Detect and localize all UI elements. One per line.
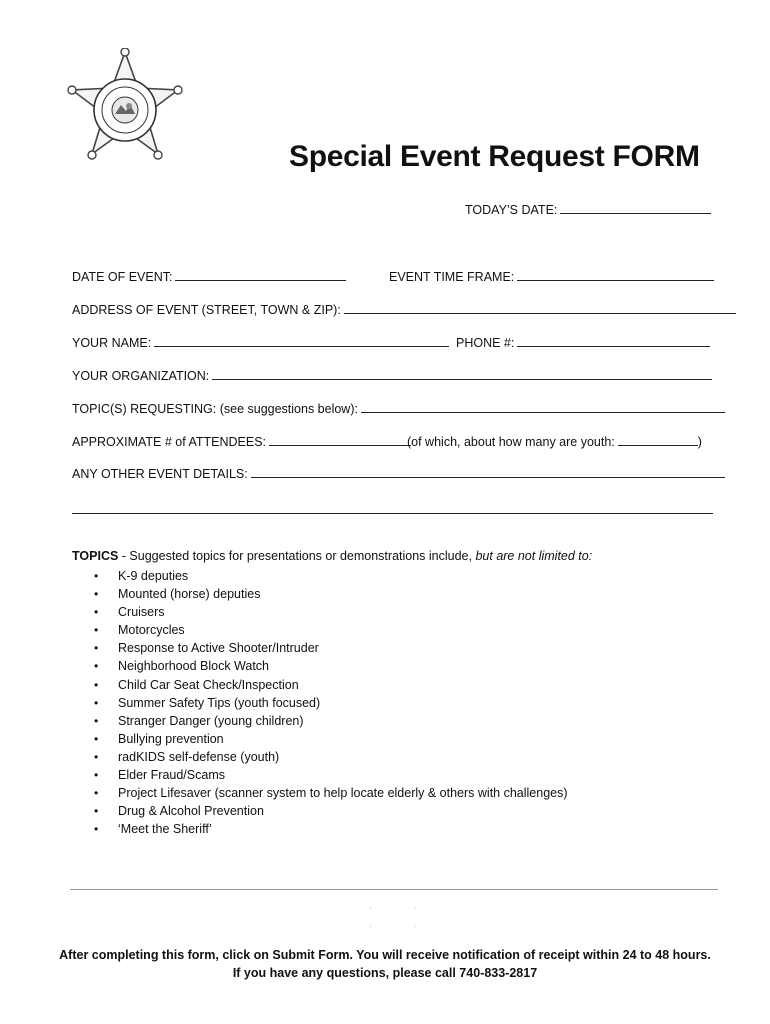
date-of-event-label: DATE OF EVENT:	[72, 270, 173, 284]
topic-list-item	[72, 657, 592, 675]
bullet-icon: •	[94, 804, 99, 819]
bullet-icon: •	[94, 713, 99, 728]
topic-label: Summer Safety Tips (youth focused)	[118, 695, 321, 710]
topic-label: Response to Active Shooter/Intruder	[118, 641, 319, 656]
topic-label: Project Lifesaver (scanner system to help locate elderly & others with challenges)	[118, 786, 568, 801]
sheriff-badge-logo	[66, 48, 184, 170]
youth-count-close-paren: )	[697, 435, 702, 449]
address-row	[72, 303, 736, 317]
phone-row	[456, 336, 710, 350]
topic-label: ‘Meet the Sheriff’	[118, 822, 212, 837]
footer-instructions	[40, 946, 730, 982]
footer-line-2: If you have any questions, please call 740-833-2817	[232, 966, 538, 980]
your-name-label: YOUR NAME:	[72, 336, 152, 350]
topics-requesting-field[interactable]	[361, 402, 725, 413]
footer-divider	[70, 889, 718, 890]
topic-label: Bullying prevention	[118, 731, 224, 746]
topic-label: Elder Fraud/Scams	[118, 768, 225, 783]
topic-label: Child Car Seat Check/Inspection	[118, 677, 299, 692]
bullet-icon: •	[94, 768, 99, 783]
footer-line-1: After completing this form, click on Submit Form. You will receive notification of receipt within 24 to 48 hours.	[59, 948, 711, 962]
organization-field[interactable]	[212, 369, 712, 380]
topic-label: Stranger Danger (young children)	[118, 713, 304, 728]
todays-date-field[interactable]	[560, 203, 711, 214]
bullet-icon: •	[94, 605, 99, 620]
page-title: Special Event Request FORM	[289, 140, 700, 173]
decorative-mark: ·	[414, 904, 417, 913]
decorative-mark: ·	[414, 922, 417, 931]
other-details-field[interactable]	[251, 467, 725, 478]
attendees-field[interactable]	[269, 435, 411, 446]
topic-list-item	[72, 820, 592, 838]
topics-intro-italic: but are not limited to:	[475, 549, 593, 563]
attendees-label: APPROXIMATE # of ATTENDEES:	[72, 435, 267, 449]
event-time-frame-label: EVENT TIME FRAME:	[389, 270, 515, 284]
topic-label: Neighborhood Block Watch	[118, 659, 270, 674]
bullet-icon: •	[94, 659, 99, 674]
topics-requesting-label: TOPIC(S) REQUESTING: (see suggestions below):	[72, 402, 358, 416]
bullet-icon: •	[94, 677, 99, 692]
topics-heading: TOPICS	[72, 549, 119, 563]
bullet-icon: •	[94, 749, 99, 764]
topic-list-item	[72, 676, 592, 694]
event-time-frame-field[interactable]	[517, 270, 714, 281]
address-field[interactable]	[344, 303, 736, 314]
bullet-icon: •	[94, 641, 99, 656]
youth-count-field[interactable]	[618, 435, 698, 446]
other-details-extra-line[interactable]	[72, 513, 713, 514]
other-details-label: ANY OTHER EVENT DETAILS:	[72, 467, 248, 481]
decorative-mark: ·	[369, 904, 372, 913]
youth-count-label: (of which, about how many are youth:	[407, 435, 615, 449]
topics-list	[72, 567, 592, 838]
bullet-icon: •	[94, 731, 99, 746]
youth-count-row	[407, 435, 702, 449]
your-name-field[interactable]	[154, 336, 449, 347]
organization-row	[72, 369, 712, 383]
bullet-icon: •	[94, 822, 99, 837]
topics-intro-text: - Suggested topics for presentations or demonstrations include,	[118, 549, 476, 563]
topic-label: Motorcycles	[118, 623, 185, 638]
bullet-icon: •	[94, 695, 99, 710]
bullet-icon: •	[94, 587, 99, 602]
topic-label: Mounted (horse) deputies	[118, 587, 261, 602]
topics-requesting-row	[72, 402, 725, 416]
topic-list-item	[72, 603, 592, 621]
phone-label: PHONE #:	[456, 336, 515, 350]
topic-list-item	[72, 585, 592, 603]
decorative-mark: ·	[369, 922, 372, 931]
topic-list-item	[72, 639, 592, 657]
topic-list-item	[72, 712, 592, 730]
address-label: ADDRESS OF EVENT (STREET, TOWN & ZIP):	[72, 303, 341, 317]
topic-list-item	[72, 748, 592, 766]
sheriff-star-icon	[66, 48, 184, 170]
attendees-row	[72, 435, 411, 449]
other-details-row	[72, 467, 725, 481]
topic-label: Cruisers	[118, 605, 165, 620]
topic-list-item	[72, 567, 592, 585]
phone-field[interactable]	[517, 336, 710, 347]
bullet-icon: •	[94, 623, 99, 638]
topic-list-item	[72, 766, 592, 784]
event-time-frame-row	[389, 270, 714, 284]
todays-date-label: TODAY’S DATE:	[465, 203, 558, 217]
topics-intro	[72, 549, 592, 563]
date-of-event-field[interactable]	[175, 270, 346, 281]
topic-label: radKIDS self-defense (youth)	[118, 749, 280, 764]
bullet-icon: •	[94, 569, 99, 583]
topic-list-item	[72, 694, 592, 712]
topic-list-item	[72, 621, 592, 639]
organization-label: YOUR ORGANIZATION:	[72, 369, 210, 383]
topic-label: Drug & Alcohol Prevention	[118, 804, 264, 819]
bullet-icon: •	[94, 786, 99, 801]
topic-list-item	[72, 802, 592, 820]
todays-date-row	[465, 203, 711, 217]
your-name-row	[72, 336, 449, 350]
topic-list-item	[72, 730, 592, 748]
topic-label: K-9 deputies	[118, 569, 189, 583]
topics-section	[72, 549, 592, 838]
topic-list-item	[72, 784, 592, 802]
date-of-event-row	[72, 270, 346, 284]
